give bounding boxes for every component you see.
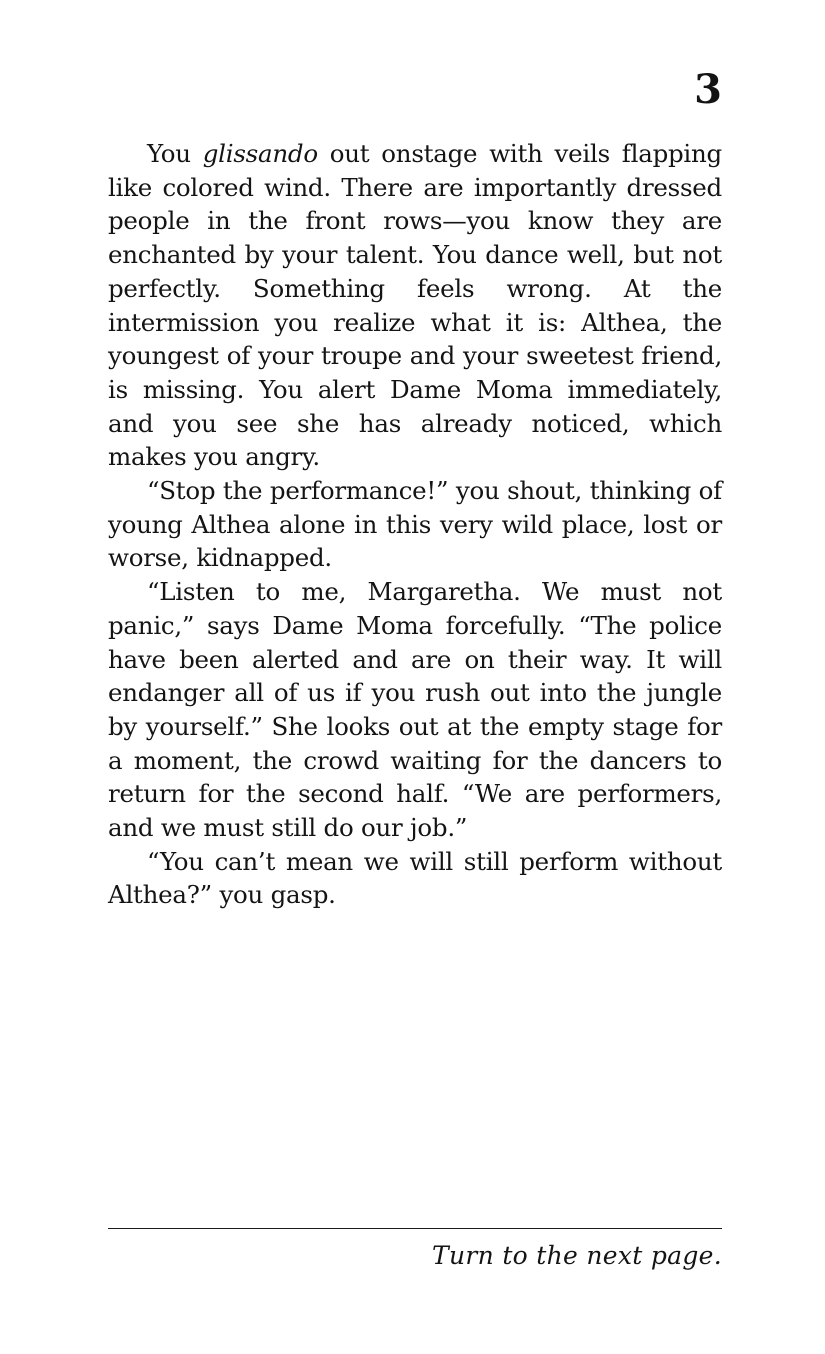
paragraph-1-lead: You — [147, 139, 203, 168]
footer-divider — [108, 1228, 722, 1229]
paragraph-1-italic-word: glissando — [202, 139, 318, 168]
paragraph-1-rest: out onstage with veils flapping like colored wind. There are importantly dressed people in the front rows—you know they are enchanted by your talent. You dance well, but not perfectly. Something feels wrong. At the intermission you realize what it is: Althea, the youngest of your troupe and your sweetest friend, is missing. You alert Dame Moma immediately, and you see she has already noticed, which makes you angry. — [108, 139, 722, 472]
story-text — [108, 137, 722, 912]
page-number: 3 — [694, 66, 722, 113]
paragraph-3: “Listen to me, Margaretha. We must not panic,” says Dame Moma forcefully. “The police have been alerted and are on their way. It will endanger all of us if you rush out into the jungle by yourself.” She looks out at the empty stage for a moment, the crowd waiting for the dancers to return for the second half. “We are performers, and we must still do our job.” — [108, 577, 722, 843]
turn-page-note: Turn to the next page. — [432, 1241, 722, 1270]
paragraph-1 — [108, 137, 722, 474]
paragraph-4: “You can’t mean we will still perform without Althea?” you gasp. — [108, 846, 722, 910]
paragraph-2: “Stop the performance!” you shout, thinking of young Althea alone in this very wild place, lost or worse, kidnapped. — [108, 476, 722, 573]
